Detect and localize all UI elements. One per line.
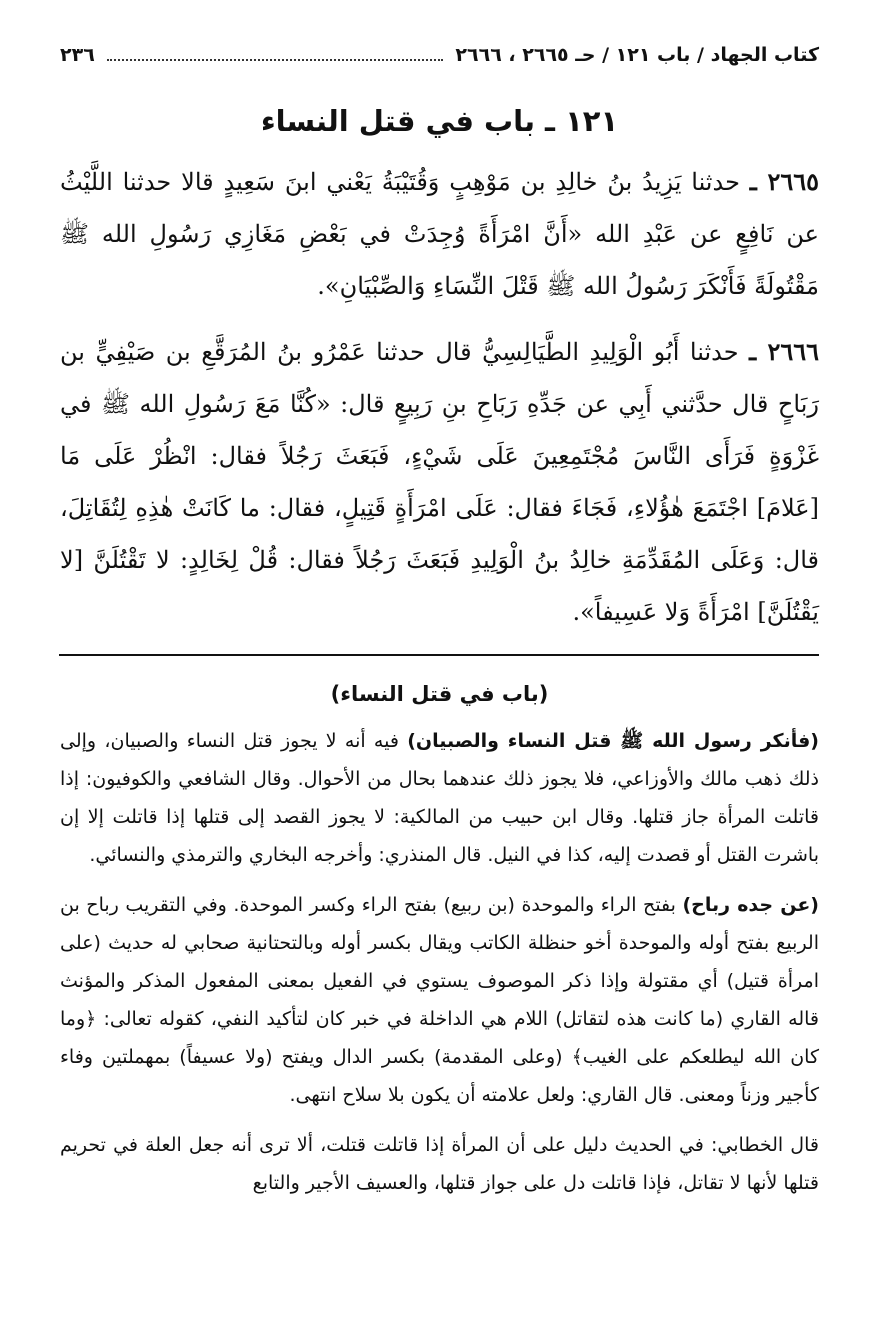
hadith-paragraph bbox=[60, 326, 819, 638]
running-header bbox=[60, 44, 819, 74]
hadith-paragraph bbox=[60, 156, 819, 312]
running-title: كتاب الجهاد / باب ١٢١ / حـ ٢٦٦٥ ، ٢٦٦٦ bbox=[455, 44, 819, 66]
hadith-text: حدثنا أَبُو الْوَلِيدِ الطَّيَالِسِيُّ قال حدثنا عَمْرُو بنُ المُرَقَّعِ بن صَيْفِيٍّ بن رَبَاحٍ قال حدَّثني أَبِي عن جَدِّهِ رَبَاحِ بنِ رَبِيعٍ قال: «كُنَّا مَعَ رَسُولِ الله ﷺ في غَزْوَةٍ فَرَأَى النَّاسَ مُجْتَمِعِينَ عَلَى شَيْءٍ، فَبَعَثَ رَجُلاً فقال: انْظُرْ عَلَى مَا [عَلامَ] اجْتَمَعَ هٰؤُلاءِ، فَجَاءَ فقال: عَلَى امْرَأَةٍ قَتِيلٍ، فقال: ما كَانَتْ هٰذِهِ لِتُقَاتِلَ، قال: وَعَلَى المُقَدِّمَةِ خالِدُ بنُ الْوَلِيدِ فَبَعَثَ رَجُلاً فقال: قُلْ لِخَالِدٍ: لا تَقْتُلَنَّ [لا يَقْتُلَنَّ] امْرَأَةً وَلا عَسِيفاً». bbox=[60, 338, 819, 626]
dotted-leader bbox=[107, 45, 444, 61]
commentary-heading: (باب في قتل النساء) bbox=[330, 682, 549, 706]
hadith-number: ٢٦٦٦ ـ bbox=[749, 337, 819, 366]
chapter-heading: ١٢١ ـ باب في قتل النساء bbox=[260, 104, 619, 138]
section-separator bbox=[59, 654, 819, 656]
commentary-paragraph bbox=[60, 722, 819, 874]
commentary-paragraph bbox=[60, 886, 819, 1114]
hadith-text: حدثنا يَزِيدُ بنُ خالِدِ بن مَوْهِبٍ وَقُتَيْبَةُ يَعْني ابنَ سَعِيدٍ قالا حدثنا اللَّيْثُ عن نَافِعٍ عن عَبْدِ الله «أَنَّ امْرَأَةً وُجِدَتْ في بَعْضِ مَغَازِي رَسُولِ الله ﷺ مَقْتُولَةً فَأَنْكَرَ رَسُولُ الله ﷺ قَتْلَ النِّسَاءِ وَالصِّبْيَانِ». bbox=[60, 168, 819, 300]
commentary-lemma: (فأنكر رسول الله ﷺ قتل النساء والصبيان) bbox=[407, 730, 819, 752]
hadith-number: ٢٦٦٥ ـ bbox=[749, 167, 819, 196]
commentary-text: قال الخطابي: في الحديث دليل على أن المرأة إذا قاتلت قتلت، ألا ترى أنه جعل العلة في تحريم قتلها لأنها لا تقاتل، فإذا قاتلت دل على جواز قتلها، والعسيف الأجير والتابع bbox=[60, 1134, 819, 1194]
commentary-lemma: (عن جده رباح) bbox=[682, 894, 819, 916]
page-number: ٢٣٦ bbox=[60, 44, 95, 66]
commentary-text: بفتح الراء والموحدة (بن ربيع) بفتح الراء وكسر الموحدة. وفي التقريب رباح بن الربيع بفتح أوله والموحدة أخو حنظلة الكاتب ويقال بكسر أوله وبالتحتانية صحابي له حديث (على امرأة قتيل) أي مقتولة وإذا ذكر الموصوف يستوي في الفعيل بمعنى المفعول المذكر والمؤنث قاله القاري (ما كانت هذه لتقاتل) اللام هي الداخلة في خبر كان لتأكيد النفي، كقوله تعالى: ﴿وما كان الله ليطلعكم على الغيب﴾ (وعلى المقدمة) بكسر الدال ويفتح (ولا عسيفاً) بمهملتين وفاء كأجير وزناً ومعنى. قال القاري: ولعل علامته أن يكون بلا سلاح انتهى. bbox=[60, 894, 819, 1106]
commentary-paragraph bbox=[60, 1126, 819, 1202]
commentary-text: فيه أنه لا يجوز قتل النساء والصبيان، وإلى ذلك ذهب مالك والأوزاعي، فلا يجوز ذلك عندهما بحال من الأحوال. وقال الشافعي والكوفيون: إذا قاتلت المرأة جاز قتلها. وقال ابن حبيب من المالكية: لا يجوز القصد إلى قتلها إذا قاتلت إلا إن باشرت القتل أو قصدت إليه، كذا في النيل. قال المنذري: وأخرجه البخاري والترمذي والنسائي. bbox=[60, 730, 819, 866]
